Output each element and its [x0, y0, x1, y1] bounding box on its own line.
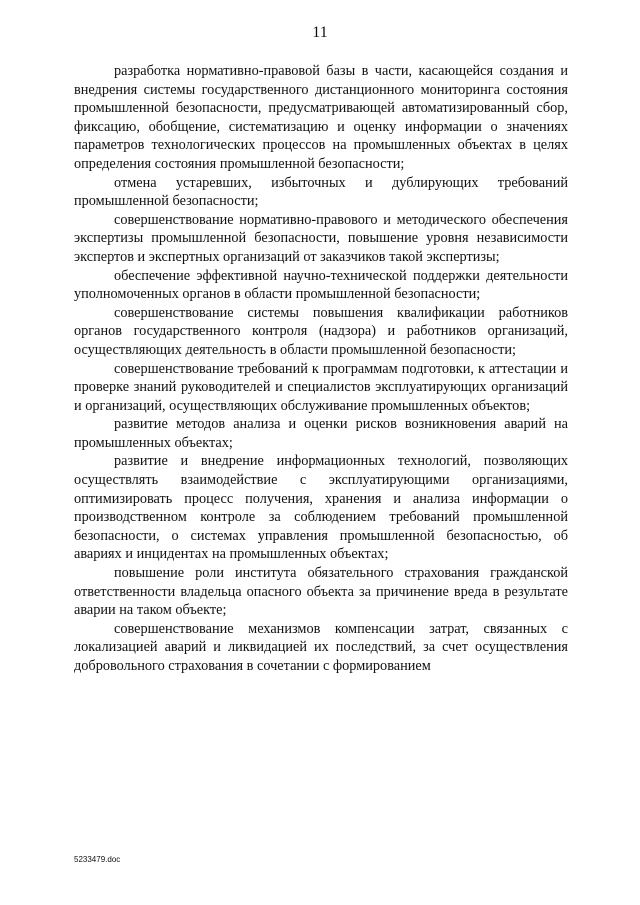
paragraph-10: совершенствование механизмов компенсации затрат, связанных с локализацией аварий и ликвидацией их последствий, за счет осуществления добровольного страхования в сочетании с формированием: [74, 620, 568, 674]
paragraph-2: отмена устаревших, избыточных и дублирующих требований промышленной безопасности;: [74, 174, 568, 210]
paragraph-5: совершенствование системы повышения квалификации работников органов государственного контроля (надзора) и работников организаций, осуществляющих деятельность в области промышленной безопасности;: [74, 304, 568, 358]
paragraph-6: совершенствование требований к программам подготовки, к аттестации и проверке знаний руководителей и специалистов эксплуатирующих организаций и организаций, осуществляющих обслуживание промышленных объектов;: [74, 360, 568, 414]
document-body: [74, 62, 568, 676]
paragraph-8: развитие и внедрение информационных технологий, позволяющих осуществлять взаимодействие с эксплуатирующими организациями, оптимизировать процесс получения, хранения и анализа информации о производственном контроле за соблюдением требований промышленной безопасности, о системах управления промышленной безопасностью, об авариях и инцидентах на промышленных объектах;: [74, 453, 568, 563]
file-name-footer: 5233479.doc: [74, 855, 121, 864]
paragraph-4: обеспечение эффективной научно-технической поддержки деятельности уполномоченных органов в области промышленной безопасности;: [74, 267, 568, 303]
paragraph-3: совершенствование нормативно-правового и методического обеспечения экспертизы промышленной безопасности, повышение уровня независимости экспертов и экспертных организаций от заказчиков такой экспертизы;: [74, 211, 568, 265]
page-number: 11: [312, 24, 328, 41]
paragraph-9: повышение роли института обязательного страхования гражданской ответственности владельца опасного объекта за причинение вреда в результате аварии на таком объекте;: [74, 565, 568, 619]
paragraph-1: разработка нормативно-правовой базы в части, касающейся создания и внедрения системы государственного дистанционного мониторинга состояния промышленной безопасности, предусматривающей автоматизированный сбор, фиксацию, обобщение, систематизацию и оценку информации о значениях параметров технологических процессов на промышленных объектах в целях определения состояния промышленной безопасности;: [74, 63, 568, 172]
paragraph-7: развитие методов анализа и оценки рисков возникновения аварий на промышленных объектах;: [74, 416, 568, 451]
